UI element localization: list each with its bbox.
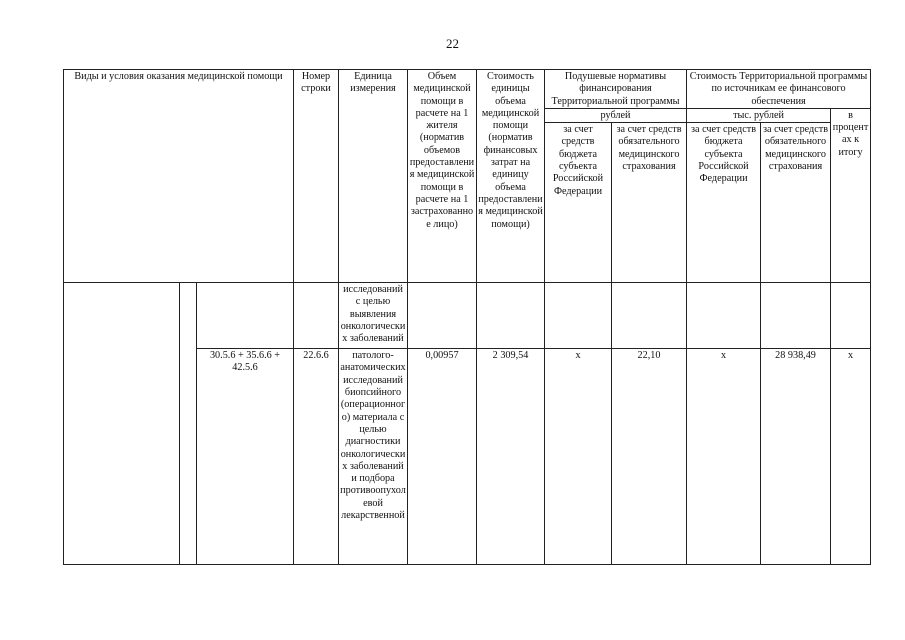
row-pc-oms: 22,10 <box>612 349 687 565</box>
table-row <box>64 283 871 349</box>
header-types: Виды и условия оказания медицинской помощи <box>64 70 294 283</box>
header-volume: Объем медицинской помощи в расчете на 1 жителя (норматив объемов предоставления медицинской помощи в расчете на 1 застрахованное лицо) <box>408 70 477 283</box>
row-percent: x <box>831 349 871 565</box>
row-type-cell <box>64 283 180 565</box>
header-territorial-cost: Стоимость Территориальной программы по источникам ее финансового обеспечения <box>687 70 871 109</box>
row-cost: 2 309,54 <box>477 349 545 565</box>
row-cost <box>477 283 545 349</box>
row-pc-budget <box>545 283 612 349</box>
row-pc-budget: x <box>545 349 612 565</box>
header-unit-thous-rub: тыс. рублей <box>687 108 831 122</box>
header-pc-budget: за счет средств бюджета субъекта Российской Федерации <box>545 123 612 283</box>
row-number: 22.6.6 <box>294 349 339 565</box>
row-pc-oms <box>612 283 687 349</box>
row-tc-budget <box>687 283 761 349</box>
row-number <box>294 283 339 349</box>
header-per-capita: Подушевые нормативы финансирования Территориальной программы <box>545 70 687 109</box>
page-number: 22 <box>446 36 459 51</box>
header-tc-oms: за счет средств обязательного медицинского страхования <box>761 123 831 283</box>
header-unit: Единица измерения <box>339 70 408 283</box>
header-percent: в процентах к итогу <box>831 108 871 282</box>
row-percent <box>831 283 871 349</box>
row-volume: 0,00957 <box>408 349 477 565</box>
row-indent-cell <box>180 283 197 565</box>
row-volume <box>408 283 477 349</box>
row-tc-oms <box>761 283 831 349</box>
row-formula: 30.5.6 + 35.6.6 + 42.5.6 <box>197 349 294 565</box>
row-tc-budget: x <box>687 349 761 565</box>
row-tc-oms: 28 938,49 <box>761 349 831 565</box>
header-pc-oms: за счет средств обязательного медицинского страхования <box>612 123 687 283</box>
row-unit: исследований с целью выявления онкологических заболеваний <box>339 283 408 349</box>
header-cost: Стоимость единицы объема медицинской помощи (норматив финансовых затрат на единицу объема предоставления медицинской помощи) <box>477 70 545 283</box>
header-row-number: Номер строки <box>294 70 339 283</box>
row-unit: патолого-анатомических исследований биопсийного (операционного) материала с целью диагностики онкологических заболеваний и подбора противоопухолевой лекарственной <box>339 349 408 565</box>
header-tc-budget: за счет средств бюджета субъекта Российской Федерации <box>687 123 761 283</box>
header-unit-rub: рублей <box>545 108 687 122</box>
row-formula <box>197 283 294 349</box>
financing-table <box>63 69 871 565</box>
